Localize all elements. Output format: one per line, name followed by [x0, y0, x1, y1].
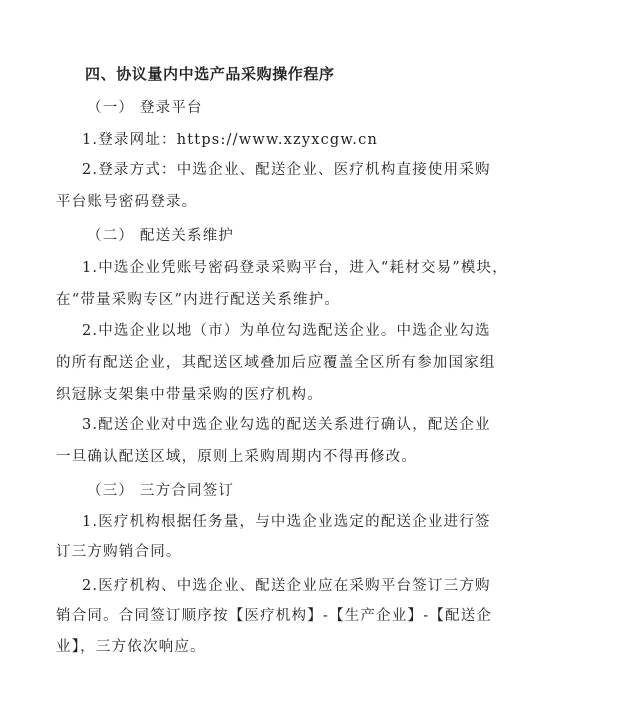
delivery-item3-line-2: 一旦确认配送区域，原则上采购周期内不得再修改。	[56, 449, 418, 465]
delivery-heading: （二） 配送关系维护	[87, 228, 235, 244]
login-method-line-1: 2.登录方式：中选企业、配送企业、医疗机构直接使用采购	[82, 162, 491, 178]
login-method-line-2: 平台账号密码登录。	[56, 194, 198, 210]
login-url-line: 1.登录网址：https://www.xzyxcgw.cn	[82, 132, 378, 148]
contract-item1-line-2: 订三方购销合同。	[56, 544, 182, 560]
contract-heading: （三） 三方合同签订	[87, 483, 235, 499]
contract-item2-line-3: 业】，三方依次响应。	[56, 639, 206, 655]
contract-item2-line-2: 销合同。合同签订顺序按【医疗机构】-【生产企业】-【配送企	[56, 608, 493, 624]
contract-item1-line-1: 1.医疗机构根据任务量，与中选企业选定的配送企业进行签	[82, 514, 491, 530]
delivery-item1-line-1: 1.中选企业凭账号密码登录采购平台，进入“耗材交易”模块，	[82, 260, 508, 276]
delivery-item2-line-3: 织冠脉支架集中带量采购的医疗机构。	[56, 387, 323, 403]
section-title: 四、协议量内中选产品采购操作程序	[85, 65, 335, 83]
delivery-item2-line-1: 2.中选企业以地（市）为单位勾选配送企业。中选企业勾选	[82, 323, 491, 339]
delivery-item2-line-2: 的所有配送企业，其配送区域叠加后应覆盖全区所有参加国家组	[56, 355, 496, 371]
login-heading: （一） 登录平台	[87, 100, 203, 116]
delivery-item3-line-1: 3.配送企业对中选企业勾选的配送关系进行确认，配送企业	[82, 417, 491, 433]
delivery-item1-line-2: 在“带量采购专区”内进行配送关系维护。	[56, 292, 341, 308]
contract-item2-line-1: 2.医疗机构、中选企业、配送企业应在采购平台签订三方购	[82, 578, 491, 594]
